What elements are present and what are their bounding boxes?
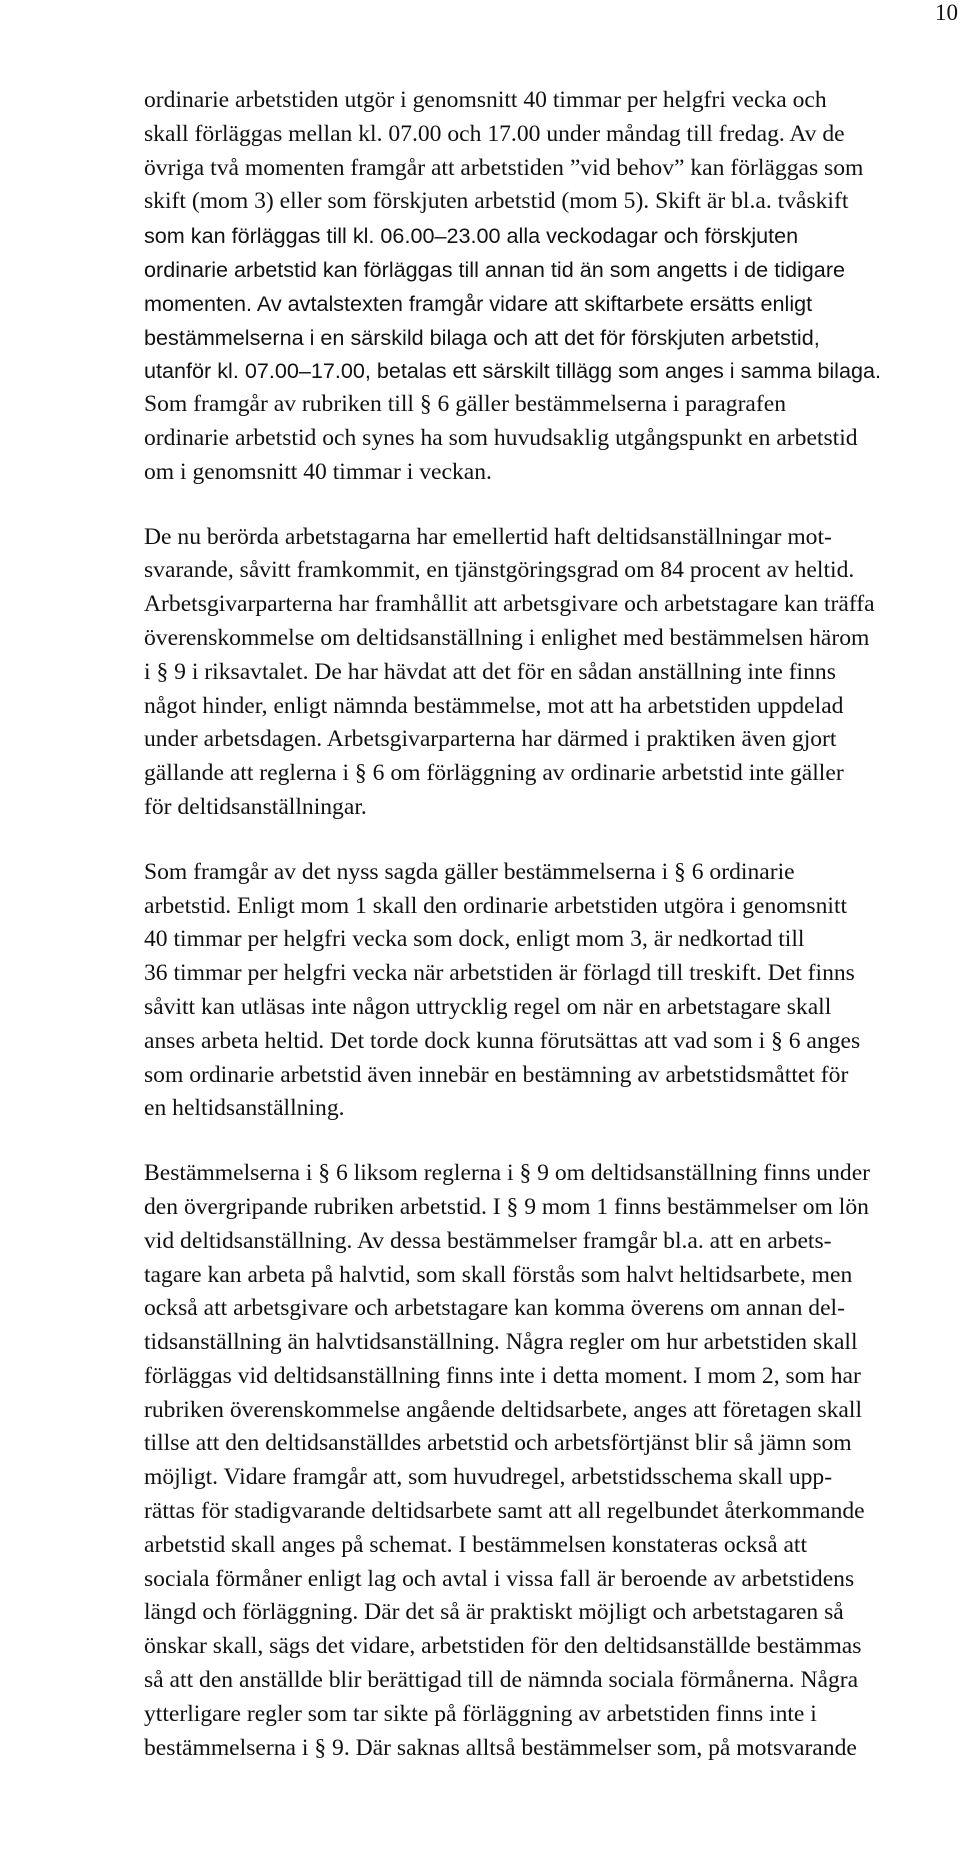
text-line: arbetstid skall anges på schemat. I bestämmelsen konstateras också att	[144, 1531, 808, 1558]
text-line: momenten. Av avtalstexten framgår vidare att skiftarbete ersätts enligt	[144, 290, 813, 316]
text-line: förläggas vid deltidsanställning finns inte i detta moment. I mom 2, som har	[144, 1362, 861, 1389]
text-line: Arbetsgivarparterna har framhållit att arbetsgivare och arbetstagare kan träffa	[144, 591, 875, 618]
page-number: 10	[935, 0, 958, 25]
text-line: ordinarie arbetstid kan förläggas till annan tid än som angetts i de tidigare	[144, 256, 846, 282]
document-body	[144, 84, 960, 1765]
paragraph-4	[144, 1157, 960, 1765]
text-line: skall förläggas mellan kl. 07.00 och 17.00 under måndag till fredag. Av de	[144, 120, 845, 147]
text-line: som ordinarie arbetstid även innebär en bestämning av arbetstidsmåttet för	[144, 1061, 849, 1088]
text-line: övriga två momenten framgår att arbetstiden ”vid behov” kan förläggas som	[144, 154, 864, 181]
text-line: den övergripande rubriken arbetstid. I § 9 mom 1 finns bestämmelser om lön	[144, 1193, 869, 1220]
text-line: tillse att den deltidsanställdes arbetstid och arbetsförtjänst blir så jämn som	[144, 1430, 852, 1457]
text-line: Bestämmelserna i § 6 liksom reglerna i § 9 om deltidsanställning finns under	[144, 1160, 871, 1187]
text-line: 36 timmar per helgfri vecka när arbetstiden är förlagd till treskift. Det finns	[144, 960, 855, 987]
text-line: tidsanställning än halvtidsanställning. Några regler om hur arbetstiden skall	[144, 1329, 858, 1356]
text-line: för deltidsanställningar.	[144, 793, 367, 820]
text-line: rubriken överenskommelse angående deltidsarbete, anges att företagen skall	[144, 1396, 863, 1423]
text-line: önskar skall, sägs det vidare, arbetstiden för den deltidsanställde bestämmas	[144, 1633, 862, 1660]
text-line: ordinarie arbetstiden utgör i genomsnitt 40 timmar per helgfri vecka och	[144, 87, 827, 113]
text-line: utanför kl. 07.00–17.00, betalas ett särskilt tillägg som anges i samma bilaga.	[144, 358, 881, 384]
text-line: Som framgår av det nyss sagda gäller bestämmelserna i § 6 ordinarie	[144, 858, 795, 885]
text-line: något hinder, enligt nämnda bestämmelse, mot att ha arbetstiden uppdelad	[144, 692, 844, 719]
text-line: möjligt. Vidare framgår att, som huvudregel, arbetstidsschema skall upp-	[144, 1464, 833, 1491]
paragraph-3	[144, 856, 960, 1126]
text-line: så att den anställde blir berättigad till de nämnda sociala förmånerna. Några	[144, 1667, 859, 1694]
text-line: ordinarie arbetstid och synes ha som huvudsaklig utgångspunkt en arbetstid	[144, 424, 858, 451]
text-line: under arbetsdagen. Arbetsgivarparterna har därmed i praktiken även gjort	[144, 726, 837, 753]
text-line: arbetstid. Enligt mom 1 skall den ordinarie arbetstiden utgöra i genomsnitt	[144, 892, 848, 919]
text-line: svarande, såvitt framkommit, en tjänstgöringsgrad om 84 procent av heltid.	[144, 557, 855, 584]
text-line: bestämmelserna i § 9. Där saknas alltså bestämmelser som, på motsvarande	[144, 1734, 857, 1761]
text-line: också att arbetsgivare och arbetstagare kan komma överens om annan del-	[144, 1295, 845, 1322]
text-line: överenskommelse om deltidsanställning i enlighet med bestämmelsen härom	[144, 624, 870, 651]
text-line: som kan förläggas till kl. 06.00–23.00 alla veckodagar och förskjuten	[144, 223, 799, 249]
text-line: bestämmelserna i en särskild bilaga och att det för förskjuten arbetstid,	[144, 324, 820, 350]
text-line: rättas för stadigvarande deltidsarbete samt att all regelbundet återkommande	[144, 1498, 865, 1525]
text-line: vid deltidsanställning. Av dessa bestämmelser framgår bl.a. att en arbets-	[144, 1227, 832, 1254]
text-line: Som framgår av rubriken till § 6 gäller bestämmelserna i paragrafen	[144, 391, 787, 418]
text-line: De nu berörda arbetstagarna har emellertid haft deltidsanställningar mot-	[144, 523, 832, 550]
text-line: anses arbeta heltid. Det torde dock kunna förutsättas att vad som i § 6 anges	[144, 1027, 861, 1054]
paragraph-2	[144, 521, 960, 825]
text-line: längd och förläggning. Där det så är praktiskt möjligt och arbetstagaren så	[144, 1599, 844, 1626]
text-line: gällande att reglerna i § 6 om förläggning av ordinarie arbetstid inte gäller	[144, 760, 844, 787]
paragraph-1	[144, 84, 960, 490]
text-line: en heltidsanställning.	[144, 1095, 345, 1122]
text-line: sociala förmåner enligt lag och avtal i vissa fall är beroende av arbetstidens	[144, 1565, 855, 1592]
text-line: såvitt kan utläsas inte någon uttrycklig regel om när en arbetstagare skall	[144, 993, 832, 1020]
text-line: ytterligare regler som tar sikte på förläggning av arbetstiden finns inte i	[144, 1700, 817, 1727]
text-line: i § 9 i riksavtalet. De har hävdat att det för en sådan anställning inte finns	[144, 658, 836, 685]
text-line: 40 timmar per helgfri vecka som dock, enligt mom 3, är nedkortad till	[144, 926, 805, 953]
text-line: om i genomsnitt 40 timmar i veckan.	[144, 458, 492, 485]
text-line: skift (mom 3) eller som förskjuten arbetstid (mom 5). Skift är bl.a. tvåskift	[144, 188, 849, 215]
text-line: tagare kan arbeta på halvtid, som skall förstås som halvt heltidsarbete, men	[144, 1261, 853, 1288]
